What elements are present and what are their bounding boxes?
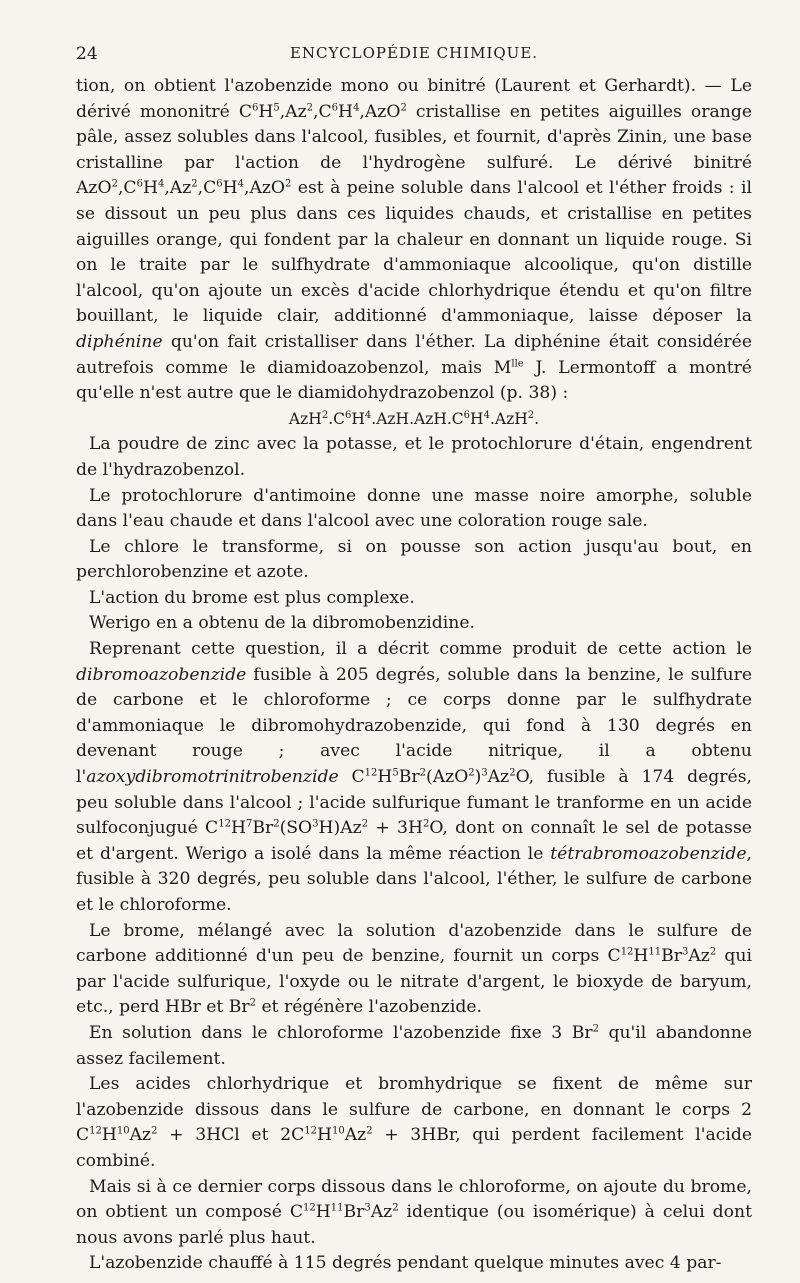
paragraph [76,919,752,1021]
superscript: 7 [245,818,253,830]
paragraph [76,611,752,637]
superscript: 6 [331,101,339,113]
text-run: Az [129,1125,152,1146]
paragraph [76,74,752,407]
superscript: 10 [116,1125,130,1137]
paragraph [76,1021,752,1072]
superscript: 2 [592,1023,599,1035]
paragraph [76,432,752,483]
superscript: 2 [111,178,118,190]
text-run: L'azobenzide chauffé à 115 degrés pendant quelque minutes avec 4 par- [89,1253,722,1274]
superscript: 12 [303,1202,316,1214]
text-run: .C [328,409,345,428]
text-run: C [338,767,365,788]
text-run: Az [370,1202,393,1223]
text-run: + 3HBr, qui perdent facilement l'acide combiné. [76,1125,752,1171]
text-run: H [633,946,649,967]
text-run: Reprenant cette question, il a décrit comme produit de cette action le [89,639,752,660]
text-run: + 3HCl et 2C [157,1125,305,1146]
superscript: 2 [468,767,475,779]
text-run: ,Az [164,178,192,199]
superscript: 6 [344,409,352,421]
text-run: O, dont on connaît le sel de potasse et d'argent. Werigo a isolé dans la même réaction le [76,818,752,864]
superscript: 12 [218,818,231,830]
superscript: 2 [709,946,717,958]
paragraph [76,1251,752,1277]
text-run: H [316,1125,332,1146]
text-run: Br [252,818,274,839]
superscript: 3 [682,946,689,958]
superscript: 2 [285,178,292,190]
text-run: Le protochlorure d'antimoine donne une masse noire amorphe, soluble dans l'eau chaude et dans l'alcool avec une coloration rouge sale. [76,485,752,532]
text-run: ,C [197,178,217,199]
text-run: Werigo en a obtenu de la dibromobenzidine. [89,613,475,634]
text-run: ,C [117,178,137,199]
superscript: 11 [648,946,662,958]
text-run: Mais si à ce dernier corps dissous dans le chloroforme, on ajoute du brome, on obtient un composé C [76,1176,752,1223]
superscript: 2 [509,767,516,779]
text-run: H [222,178,238,199]
text-run: Les acides chlorhydrique et bromhydrique se fixent de même sur l'azobenzide dissous dans le sulfure de carbone, en donnant le corps 2 C [76,1074,752,1146]
superscript: 6 [216,178,223,190]
superscript: 4 [483,409,490,421]
text-run: H [315,1202,331,1223]
paragraph [76,637,752,919]
superscript: 11 [330,1202,344,1214]
superscript: 10 [331,1125,345,1137]
superscript: 12 [304,1125,317,1137]
superscript: 2 [366,1125,373,1137]
paragraph [76,535,752,586]
italic-term: dibromoazobenzide [76,664,247,685]
text-run: Br [343,1202,365,1223]
text-run: Az [344,1125,367,1146]
superscript: 4 [364,409,372,421]
text-run: qu'il abandonne assez facilement. [76,1022,752,1069]
text-run: H [351,409,365,428]
text-run: Le brome, mélangé avec la solution d'azobenzide dans le sulfure de carbone additionné d'un peu de benzine, fournit un corps C [76,920,752,967]
text-run: tion, on obtient l'azobenzide mono ou binitré (Laurent et Gerhardt). — Le dérivé mononitré C [76,76,752,122]
text-run: , fusible à 320 degrés, peu soluble dans l'alcool, l'éther, le sulfure de carbone et le chloroforme. [76,843,752,915]
text-run: ) [474,767,482,788]
superscript: lle [511,357,524,369]
paragraph [76,586,752,612]
paragraph [76,1175,752,1252]
text-run: ,C [313,101,332,122]
text-run: H [338,101,354,122]
text-run: ,AzO [359,101,401,122]
body-text [76,74,752,1277]
superscript: 2 [361,818,369,830]
text-run: + 3H [368,818,423,839]
text-run: J. Lermontoff a montré qu'elle n'est autre que le diamidohydrazobenzol (p. 38) : [76,357,752,404]
text-run: Br [661,946,683,967]
text-run: H [230,818,246,839]
superscript: 4 [353,101,360,113]
text-run: H [101,1125,117,1146]
superscript: 3 [364,1202,371,1214]
paragraph [76,484,752,535]
superscript: 2 [422,818,430,830]
superscript: 2 [419,767,427,779]
text-run: H [470,409,484,428]
superscript: 4 [237,178,244,190]
paragraph [76,1072,752,1174]
text-run: cristallise en petites aiguilles orange pâle, assez solubles dans l'alcool, fusibles, et fournit, d'après Zinin, une base cristalline par l'action de l'hydrogène sulfuré. Le dérivé binitré AzO [76,101,752,199]
text-run: H [142,178,158,199]
running-title: ENCYCLOPÉDIE CHIMIQUE. [289,44,539,62]
superscript: 6 [136,178,143,190]
chemical-formula [76,407,752,433]
superscript: 6 [251,101,259,113]
text-run: L'action du brome est plus complexe. [89,587,415,608]
superscript: 2 [527,409,535,421]
text-run: (AzO [426,767,469,788]
superscript: 2 [249,997,257,1009]
text-run: En solution dans le chloroforme l'azobenzide fixe 3 Br [89,1022,593,1043]
superscript: 4 [157,178,165,190]
superscript: 12 [364,767,378,779]
italic-term: diphénine [76,331,163,352]
text-run: . [534,409,540,428]
italic-term: tétrabromoazobenzide [550,843,747,864]
superscript: 12 [89,1125,102,1137]
italic-term: azoxydibromotrinitrobenzide [86,767,339,788]
text-run: Az [487,767,510,788]
superscript: 2 [191,178,198,190]
text-run: fusible à 205 degrés, soluble dans la benzine, le sulfure de carbone et le chloroforme ; ce corps donne par le sulfhydrate d'ammoniaque le dibromohydrazobenzide, qui fond à 130 degrés en devenant rouge ; avec l'acide nitrique, il a obtenu l' [76,664,752,788]
superscript: 5 [273,101,280,113]
superscript: 5 [392,767,399,779]
superscript: 6 [463,409,471,421]
superscript: 12 [620,946,634,958]
text-run: La poudre de zinc avec la potasse, et le protochlorure d'étain, engendrent de l'hydrazobenzol. [76,434,752,480]
text-run: Br [398,767,420,788]
text-run: Le chlore le transforme, si on pousse son action jusqu'au bout, en perchlorobenzine et azote. [76,536,752,583]
text-run: .AzH.AzH.C [371,409,464,428]
text-run: qu'on fait cristalliser dans l'éther. La diphénine était considérée autrefois comme le diamidoazobenzol, mais M [76,331,752,378]
text-run: H [258,101,274,122]
superscript: 3 [312,818,319,830]
superscript: 2 [392,1202,399,1214]
superscript: 2 [273,818,280,830]
text-run: (SO [279,818,313,839]
page-header [76,44,752,74]
superscript: 2 [151,1125,158,1137]
text-run: .AzH [489,409,528,428]
text-run: ,Az [279,101,307,122]
text-run: Az [688,946,710,967]
text-run: AzH [288,409,322,428]
page-number: 24 [76,44,98,64]
text-run: H)Az [318,818,362,839]
superscript: 2 [400,101,407,113]
text-run: est à peine soluble dans l'alcool et l'éther froids : il se dissout un peu plus dans ces liquides chauds, et cristallise en petites aiguilles orange, qui fondent par la chaleur en donnant un liquide rouge. Si on le traite par le sulfhydrate d'ammoniaque alcoolique, qu'on distille l'alcool, qu'on ajoute un excès d'acide chlorhydrique étendu et qu'on filtre bouillant, le liquide clair, additionné d'ammoniaque, laisse déposer la [76,178,752,327]
superscript: 2 [306,101,314,113]
text-run: ,AzO [244,178,286,199]
text-run: identique (ou isomérique) à celui dont nous avons parlé plus haut. [76,1202,752,1248]
superscript: 2 [321,409,329,421]
text-run: O, fusible à 174 degrés, peu soluble dans l'alcool ; l'acide sulfurique fumant le tranforme en un acide sulfoconjugué C [76,767,752,839]
text-run: et régénère l'azobenzide. [256,997,482,1018]
text-run: H [377,767,393,788]
text-run: qui par l'acide sulfurique, l'oxyde ou le nitrate d'argent, le bioxyde de baryum, etc., perd HBr et Br [76,946,752,1018]
superscript: 3 [481,767,488,779]
